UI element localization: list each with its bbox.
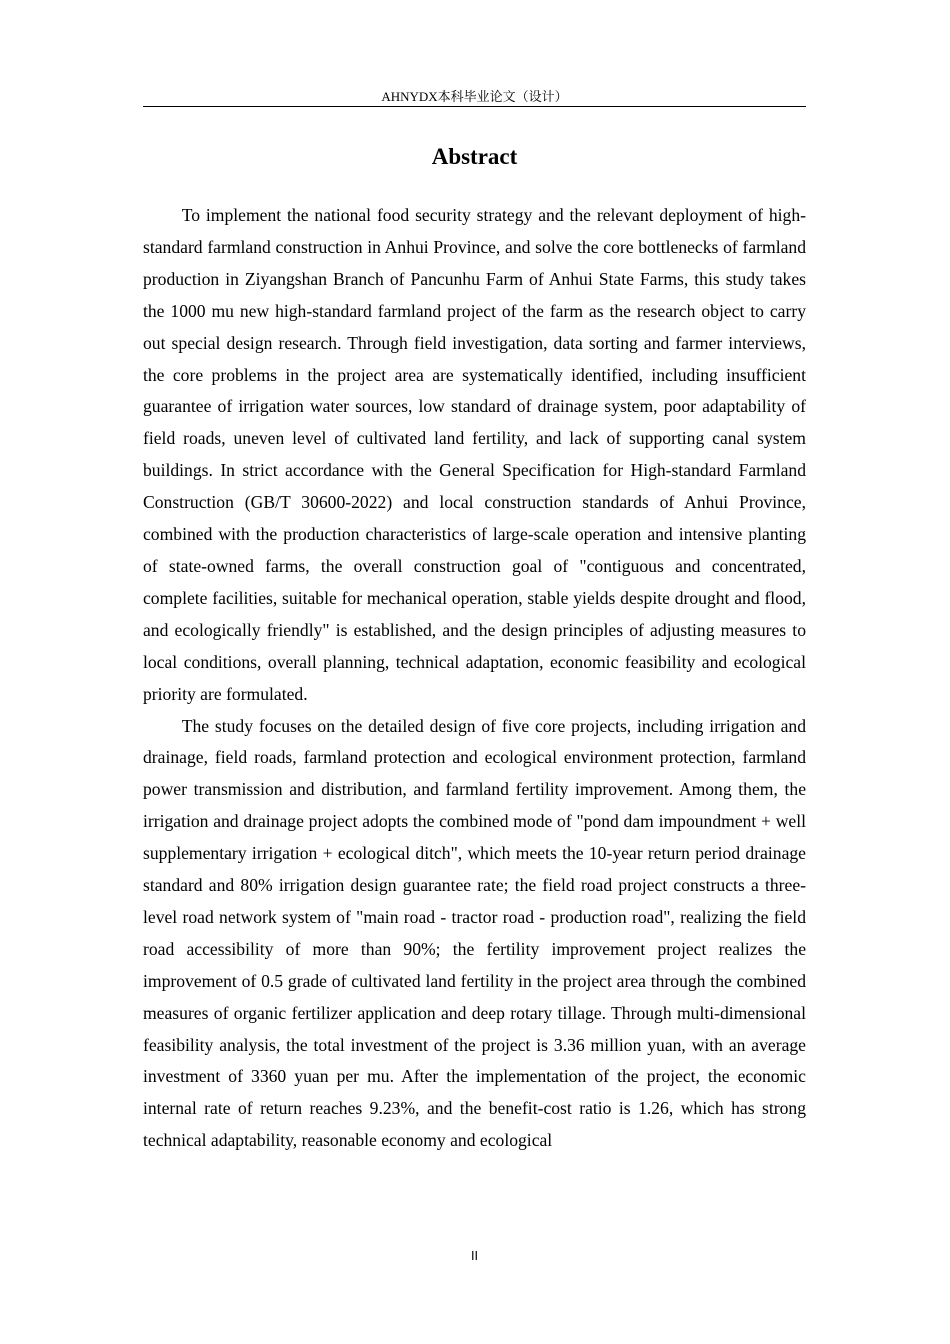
abstract-paragraph-1: To implement the national food security strategy and the relevant deployment of high-standard farmland construction in Anhui Province, and solve the core bottlenecks of farmland production in Ziyangshan Branch of Pancunhu Farm of Anhui State Farms, this study takes the 1000 mu new high-standard farmland project of the farm as the research object to carry out special design research. Through field investigation, data sorting and farmer interviews, the core problems in the project area are systematically identified, including insufficient guarantee of irrigation water sources, low standard of drainage system, poor adaptability of field roads, uneven level of cultivated land fertility, and lack of supporting canal system buildings. In strict accordance with the General Specification for High-standard Farmland Construction (GB/T 30600-2022) and local construction standards of Anhui Province, combined with the production characteristics of large-scale operation and intensive planting of state-owned farms, the overall construction goal of "contiguous and concentrated, complete facilities, suitable for mechanical operation, stable yields despite drought and flood, and ecologically friendly" is established, and the design principles of adjusting measures to local conditions, overall planning, technical adaptation, economic feasibility and ecological priority are formulated. (143, 205, 806, 704)
page-number: II (470, 1249, 479, 1263)
abstract-title: Abstract (431, 144, 518, 169)
abstract-paragraph-2: The study focuses on the detailed design of five core projects, including irrigation and drainage, field roads, farmland protection and ecological environment protection, farmland power transmission and distribution, and farmland fertility improvement. Among them, the irrigation and drainage project adopts the combined mode of "pond dam impoundment + well supplementary irrigation + ecological ditch", which meets the 10-year return period drainage standard and 80% irrigation design guarantee rate; the field road project constructs a three-level road network system of "main road - tractor road - production road", realizing the field road accessibility of more than 90%; the fertility improvement project realizes the improvement of 0.5 grade of cultivated land fertility in the project area through the combined measures of organic fertilizer application and deep rotary tillage. Through multi-dimensional feasibility analysis, the total investment of the project is 3.36 million yuan, with an average investment of 3360 yuan per mu. After the implementation of the project, the economic internal rate of return reaches 9.23%, and the benefit-cost ratio is 1.26, which has strong technical adaptability, reasonable economy and ecological (143, 715, 806, 1151)
running-header: AHNYDX本科毕业论文（设计） (381, 89, 568, 104)
header-rule (143, 106, 806, 107)
abstract-body (143, 200, 806, 1157)
